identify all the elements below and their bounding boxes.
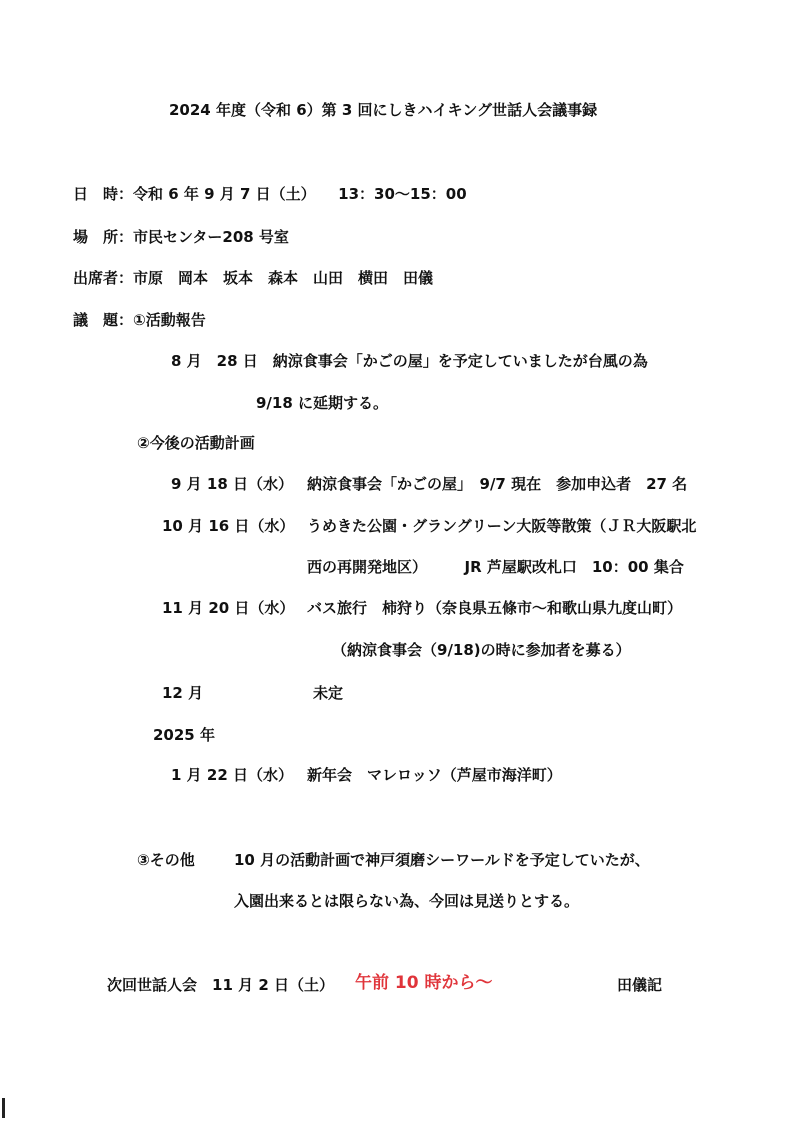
plan-year-label: 2025 年 (153, 726, 215, 744)
plan-item-date: 11 月 20 日（水） (162, 599, 295, 617)
other-line-1: 10 月の活動計画で神戸須磨シーワールドを予定していたが、 (234, 851, 650, 869)
plan-item-desc: バス旅行 柿狩り（奈良県五條市～和歌山県九度山町） (307, 599, 683, 617)
scan-edge-mark (2, 1098, 5, 1118)
plan-heading: ②今後の活動計画 (137, 434, 255, 452)
next-meeting-time: 午前 10 時から～ (355, 973, 493, 993)
other-line-2: 入園出来るとは限らない為、今回は見送りとする。 (234, 892, 580, 910)
report-line-1: 8 月 28 日 納涼食事会「かごの屋」を予定していましたが台風の為 (171, 352, 648, 370)
meeting-place: 場 所：市民センター208 号室 (73, 228, 289, 246)
plan-item-date: 12 月 (162, 684, 204, 702)
other-label: ③その他 (137, 851, 195, 869)
plan-item-continuation: （納涼食事会（9/18)の時に参加者を募る） (332, 641, 631, 659)
plan-item-desc: うめきた公園・グラングリーン大阪等散策（ＪＲ大阪駅北 (307, 517, 697, 535)
plan-item-desc: 未定 (313, 684, 344, 702)
document-title: 2024 年度（令和 6）第 3 回にしきハイキング世話人会議事録 (169, 101, 598, 119)
meeting-date: 日 時：令和 6 年 9 月 7 日（土） 13：30～15：00 (73, 185, 467, 203)
meeting-agenda: 議 題：①活動報告 (73, 311, 206, 329)
report-line-2: 9/18 に延期する。 (256, 394, 389, 412)
next-meeting-label: 次回世話人会 11 月 2 日（土） (107, 976, 334, 994)
plan-item-desc: 納涼食事会「かごの屋」 9/7 現在 参加申込者 27 名 (307, 475, 688, 493)
meeting-attendees: 出席者：市原 岡本 坂本 森本 山田 横田 田儀 (73, 269, 434, 287)
plan-item-continuation: 西の再開発地区） JR 芦屋駅改札口 10：00 集合 (307, 558, 684, 576)
plan-item-date: 10 月 16 日（水） (162, 517, 295, 535)
recorder-signature: 田儀記 (617, 976, 663, 994)
plan-item-date: 1 月 22 日（水） (171, 766, 293, 784)
plan-item-date: 9 月 18 日（水） (171, 475, 293, 493)
plan-item-desc: 新年会 マレロッソ（芦屋市海洋町） (307, 766, 562, 784)
